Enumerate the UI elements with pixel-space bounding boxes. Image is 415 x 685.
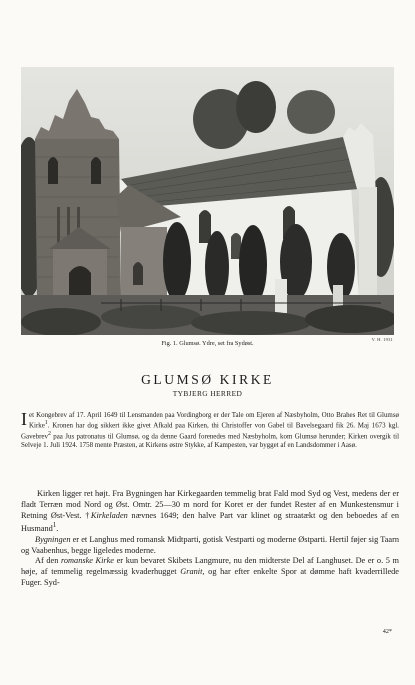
intro-text-a: et Kongebrev af 17. April 1649 til Lensmanden paa Vordingborg er der Tale om Ejeren af Næsbyholm, Otto Brahes Ret til Glumsø Kirke <box>29 411 399 430</box>
intro-paragraph <box>21 411 399 449</box>
church-illustration <box>21 67 394 335</box>
emphasis: Bygningen <box>35 534 71 544</box>
footnote-ref: 2 <box>47 431 51 438</box>
intro-text-b: . Kronen har dog sikkert ikke givet Afkald paa Kirken, thi Christoffer von Gabel til Bavelsegaard fik 26. Maj 1673 kgl. Gavebrev <box>21 421 399 441</box>
intro-text-c: paa Jus patronatus til Glumsø, og da denne Gaard forenedes med Næsbyholm, kom Glumsø herunder; Kirken overgik til Selveje 1. Juli 1924. 1758 mente Præsten, at Kirkens østre Stykke, af Kampesten, var bygget af en Landsdommer i Aasø. <box>21 432 399 449</box>
paragraph: Af den romanske Kirke er kun bevaret Skibets Langmure, nu den midterste Del af Langhuset. De er o. 5 m høje, af temmelig regelmæssig kvaderhugget Granit, og har efter enkelte Spor at dømme haft kvaderrillede Fuger. Syd- <box>21 556 399 587</box>
church-photograph <box>21 67 394 335</box>
paragraph: Bygningen er et Langhus med romansk Midtparti, gotisk Vestparti og moderne Østparti. Hertil føjer sig Taarn og Vaabenhus, begge ligeledes moderne. <box>21 534 399 555</box>
emphasis: romanske Kirke <box>60 556 114 566</box>
page-title: GLUMSØ KIRKE <box>141 372 274 387</box>
page-number: 42* <box>382 628 392 635</box>
page-subtitle: TYBJERG HERRED <box>172 389 243 398</box>
emphasis: Granit, <box>180 567 205 577</box>
drop-cap: I <box>21 409 27 429</box>
paragraph: Kirken ligger ret højt. Fra Bygningen har Kirkegaarden temmelig brat Fald mod Syd og Vest, medens der er fladt Terræn mod Nord og Øst. Omtr. 25—30 m nord for Koret er der fundet Rester af en Munkestensmur i Retning Øst-Vest. †Kirkeladen nævnes 1649; den halve Part var klinet og straatækt og den beboedes af en Husmand$^1$. <box>21 489 399 534</box>
figure-caption: Fig. 1. Glumsø. Ydre, set fra Sydøst. <box>161 340 254 347</box>
footnote-ref: 1 <box>44 420 48 427</box>
emphasis: Kirkeladen <box>90 510 128 520</box>
body-text <box>21 489 399 589</box>
footnote-ref: 1 <box>52 522 57 530</box>
photo-credit: V. H. 1931 <box>371 337 393 342</box>
